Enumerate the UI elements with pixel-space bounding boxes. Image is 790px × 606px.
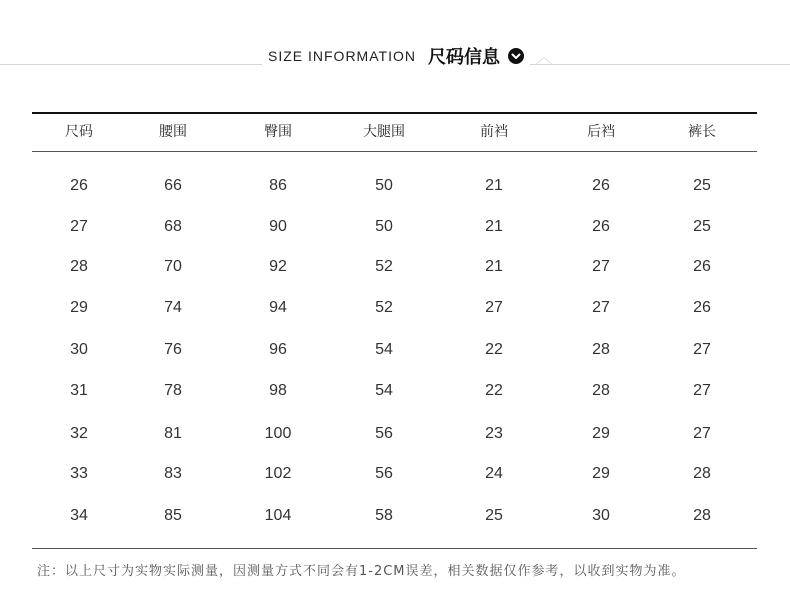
cell-waist: 66 bbox=[164, 177, 182, 194]
table-row bbox=[32, 379, 757, 403]
cell-thigh: 58 bbox=[375, 507, 393, 524]
cell-back-rise: 29 bbox=[592, 425, 610, 442]
table-row bbox=[32, 504, 757, 528]
cell-thigh: 56 bbox=[375, 425, 393, 442]
cell-size: 32 bbox=[70, 425, 88, 442]
header-front-rise: 前裆 bbox=[480, 124, 508, 140]
cell-front-rise: 22 bbox=[485, 341, 503, 358]
cell-thigh: 50 bbox=[375, 177, 393, 194]
cell-front-rise: 22 bbox=[485, 382, 503, 399]
cell-hip: 96 bbox=[269, 341, 287, 358]
table-row bbox=[32, 255, 757, 279]
cell-thigh: 52 bbox=[375, 258, 393, 275]
chevron-down-circle-icon bbox=[508, 48, 524, 64]
cell-thigh: 54 bbox=[375, 341, 393, 358]
cell-length: 27 bbox=[693, 425, 711, 442]
cell-hip: 104 bbox=[264, 507, 292, 524]
table-header bbox=[32, 114, 757, 151]
cell-size: 28 bbox=[70, 258, 88, 275]
cell-size: 29 bbox=[70, 299, 88, 316]
cell-front-rise: 25 bbox=[485, 507, 503, 524]
cell-length: 28 bbox=[693, 465, 711, 482]
cell-size: 31 bbox=[70, 382, 88, 399]
cell-length: 26 bbox=[693, 258, 711, 275]
cell-size: 33 bbox=[70, 465, 88, 482]
table-row bbox=[32, 462, 757, 486]
cell-waist: 83 bbox=[164, 465, 182, 482]
cell-back-rise: 29 bbox=[592, 465, 610, 482]
cell-length: 26 bbox=[693, 299, 711, 316]
header-hip: 臀围 bbox=[264, 124, 292, 140]
cell-back-rise: 28 bbox=[592, 341, 610, 358]
cell-waist: 68 bbox=[164, 218, 182, 235]
cell-hip: 92 bbox=[269, 258, 287, 275]
cell-front-rise: 23 bbox=[485, 425, 503, 442]
title-chinese: 尺码信息 bbox=[427, 47, 500, 68]
table-row bbox=[32, 338, 757, 362]
cell-hip: 98 bbox=[269, 382, 287, 399]
measurement-note: 注：以上尺寸为实物实际测量，因测量方式不同会有1-2CM误差，相关数据仅作参考，以收到实物为准。 bbox=[37, 564, 686, 579]
header-length: 裤长 bbox=[688, 124, 716, 140]
cell-thigh: 50 bbox=[375, 218, 393, 235]
cell-hip: 90 bbox=[269, 218, 287, 235]
cell-length: 25 bbox=[693, 177, 711, 194]
table-bottom-rule bbox=[32, 548, 757, 549]
header-waist: 腰围 bbox=[159, 124, 187, 140]
cell-size: 26 bbox=[70, 177, 88, 194]
header-thigh: 大腿围 bbox=[363, 124, 405, 140]
cell-thigh: 54 bbox=[375, 382, 393, 399]
cell-back-rise: 26 bbox=[592, 218, 610, 235]
table-row bbox=[32, 422, 757, 446]
cell-back-rise: 28 bbox=[592, 382, 610, 399]
cell-size: 34 bbox=[70, 507, 88, 524]
cell-waist: 74 bbox=[164, 299, 182, 316]
cell-back-rise: 27 bbox=[592, 258, 610, 275]
header-size: 尺码 bbox=[65, 124, 93, 140]
cell-hip: 94 bbox=[269, 299, 287, 316]
cell-hip: 102 bbox=[264, 465, 292, 482]
cell-length: 28 bbox=[693, 507, 711, 524]
cell-thigh: 52 bbox=[375, 299, 393, 316]
cell-length: 27 bbox=[693, 382, 711, 399]
cell-waist: 76 bbox=[164, 341, 182, 358]
header-back-rise: 后裆 bbox=[587, 124, 615, 140]
title-notch-marker bbox=[536, 57, 552, 64]
cell-front-rise: 27 bbox=[485, 299, 503, 316]
cell-front-rise: 21 bbox=[485, 177, 503, 194]
cell-front-rise: 21 bbox=[485, 258, 503, 275]
cell-back-rise: 27 bbox=[592, 299, 610, 316]
cell-back-rise: 26 bbox=[592, 177, 610, 194]
cell-length: 25 bbox=[693, 218, 711, 235]
cell-waist: 78 bbox=[164, 382, 182, 399]
cell-waist: 85 bbox=[164, 507, 182, 524]
cell-front-rise: 21 bbox=[485, 218, 503, 235]
cell-waist: 70 bbox=[164, 258, 182, 275]
cell-size: 27 bbox=[70, 218, 88, 235]
cell-length: 27 bbox=[693, 341, 711, 358]
cell-size: 30 bbox=[70, 341, 88, 358]
table-row bbox=[32, 174, 757, 198]
section-title bbox=[262, 43, 530, 69]
table-row bbox=[32, 215, 757, 239]
cell-waist: 81 bbox=[164, 425, 182, 442]
cell-hip: 86 bbox=[269, 177, 287, 194]
cell-back-rise: 30 bbox=[592, 507, 610, 524]
title-english: SIZE INFORMATION bbox=[268, 48, 416, 64]
cell-thigh: 56 bbox=[375, 465, 393, 482]
table-header-rule bbox=[32, 151, 757, 152]
table-row bbox=[32, 296, 757, 320]
cell-hip: 100 bbox=[264, 425, 292, 442]
cell-front-rise: 24 bbox=[485, 465, 503, 482]
